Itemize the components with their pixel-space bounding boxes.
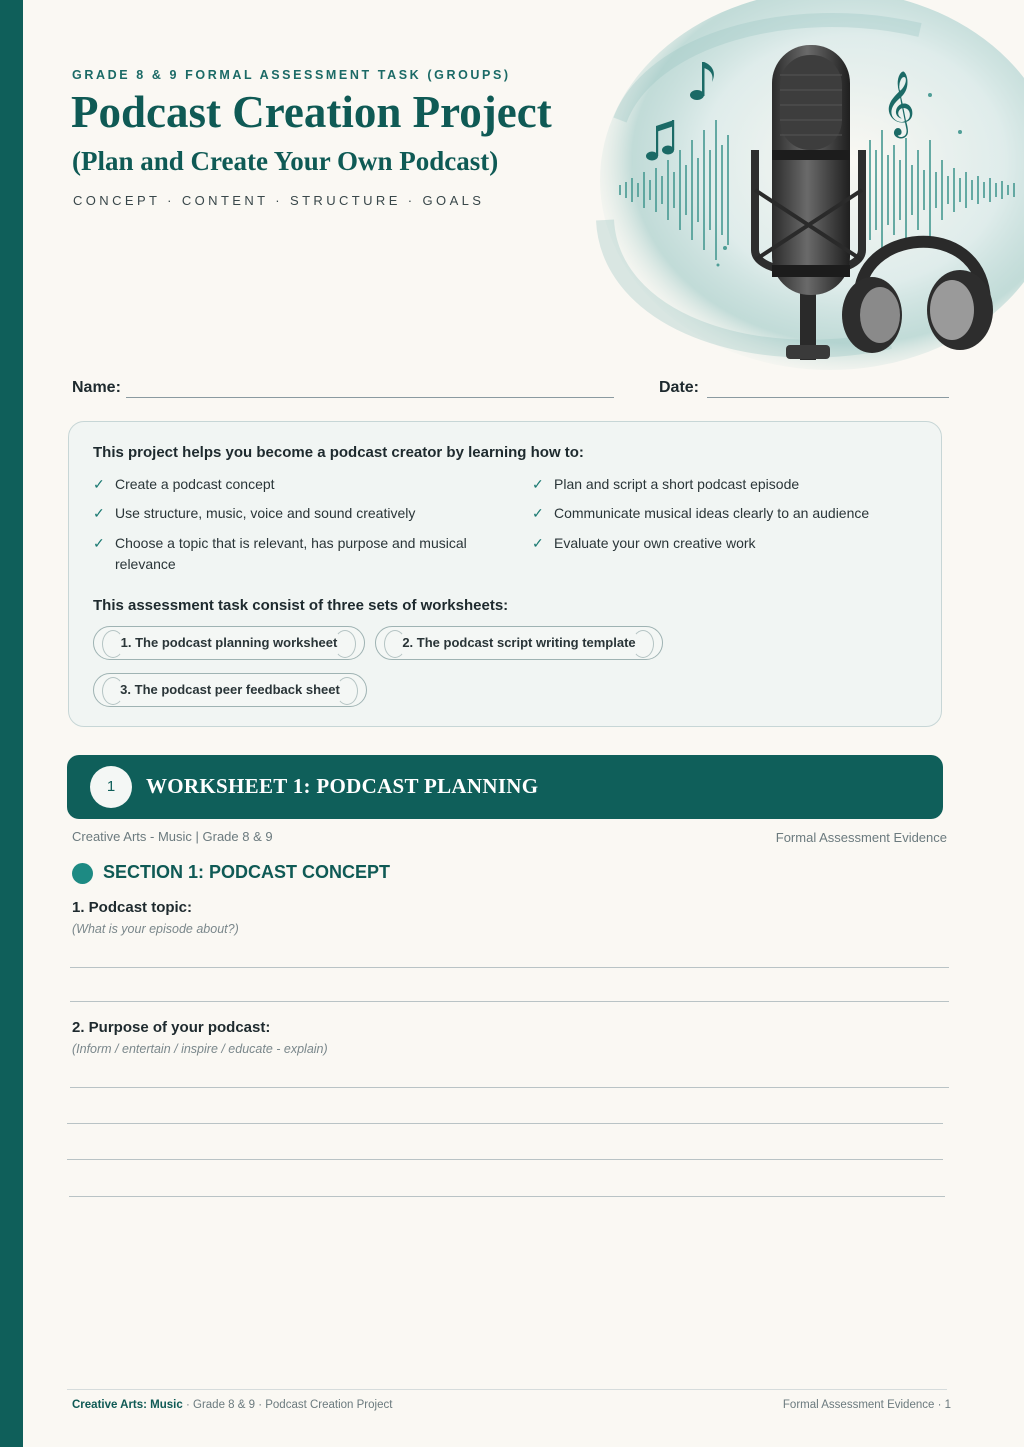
goal-item: ✓ Plan and script a short podcast episode <box>532 474 922 495</box>
check-icon: ✓ <box>532 505 544 521</box>
check-icon: ✓ <box>93 476 105 492</box>
learning-goals-heading: This project helps you become a podcast creator by learning how to: <box>93 444 584 461</box>
question-label-topic: 1. Podcast topic: <box>72 899 193 916</box>
check-icon: ✓ <box>532 535 544 551</box>
date-field[interactable] <box>707 397 949 398</box>
answer-line-purpose[interactable] <box>70 1087 949 1088</box>
check-icon: ✓ <box>532 476 544 492</box>
page-subtitle: (Plan and Create Your Own Podcast) <box>72 146 499 176</box>
section-title: SECTION 1: PODCAST CONCEPT <box>103 862 391 882</box>
date-label: Date: <box>659 379 700 396</box>
learning-goals-panel <box>68 421 942 727</box>
answer-line-purpose[interactable] <box>69 1196 945 1197</box>
goal-item: ✓ Create a podcast concept <box>93 474 503 495</box>
podcast-illustration <box>590 0 1024 380</box>
page-title: Podcast Creation Project <box>71 87 552 137</box>
footer-divider <box>67 1389 947 1390</box>
page-tagline: CONCEPT · CONTENT · STRUCTURE · GOALS <box>73 193 485 208</box>
question-hint-topic: (What is your episode about?) <box>72 922 239 936</box>
question-hint-purpose: (Inform / entertain / inspire / educate - explain) <box>72 1042 328 1056</box>
treble-clef-icon: 𝄞 <box>882 71 916 136</box>
footer-course: Creative Arts: Music · Grade 8 & 9 · Podcast Creation Project <box>72 1399 393 1411</box>
worksheet-number-badge: 1 <box>90 766 132 808</box>
goal-item: ✓ Choose a topic that is relevant, has purpose and musical relevance <box>93 535 467 572</box>
page-accent-bar <box>0 0 23 1447</box>
question-label-purpose: 2. Purpose of your podcast: <box>72 1019 271 1036</box>
name-field[interactable] <box>126 397 614 398</box>
check-icon: ✓ <box>93 535 105 551</box>
worksheets-heading: This assessment task consist of three sets of worksheets: <box>93 597 509 614</box>
evidence-meta: Formal Assessment Evidence <box>775 830 947 845</box>
worksheet-pill-planning: 1. The podcast planning worksheet <box>93 626 365 660</box>
goal-item: ✓ Use structure, music, voice and sound creatively <box>93 503 503 524</box>
goal-item: ✓ Evaluate your own creative work <box>532 533 922 554</box>
footer-page-info: Formal Assessment Evidence · 1 <box>782 1399 951 1411</box>
subject-meta: Creative Arts - Music | Grade 8 & 9 <box>72 829 273 844</box>
worksheet-pill-script: 2. The podcast script writing template <box>375 626 663 660</box>
worksheet-pill-feedback: 3. The podcast peer feedback sheet <box>93 673 367 707</box>
answer-line-purpose[interactable] <box>67 1123 943 1124</box>
name-label: Name: <box>72 379 121 396</box>
worksheet-title: WORKSHEET 1: PODCAST PLANNING <box>146 774 539 798</box>
answer-line-purpose[interactable] <box>67 1159 943 1160</box>
goal-item: ✓ Communicate musical ideas clearly to an audience <box>532 503 922 524</box>
assessment-kicker: GRADE 8 & 9 FORMAL ASSESSMENT TASK (GROUPS) <box>72 68 511 82</box>
answer-line-topic[interactable] <box>70 967 949 968</box>
worksheet-banner <box>67 755 943 819</box>
check-icon: ✓ <box>93 505 105 521</box>
answer-line-topic[interactable] <box>70 1001 949 1002</box>
section-bullet-icon <box>72 863 93 884</box>
